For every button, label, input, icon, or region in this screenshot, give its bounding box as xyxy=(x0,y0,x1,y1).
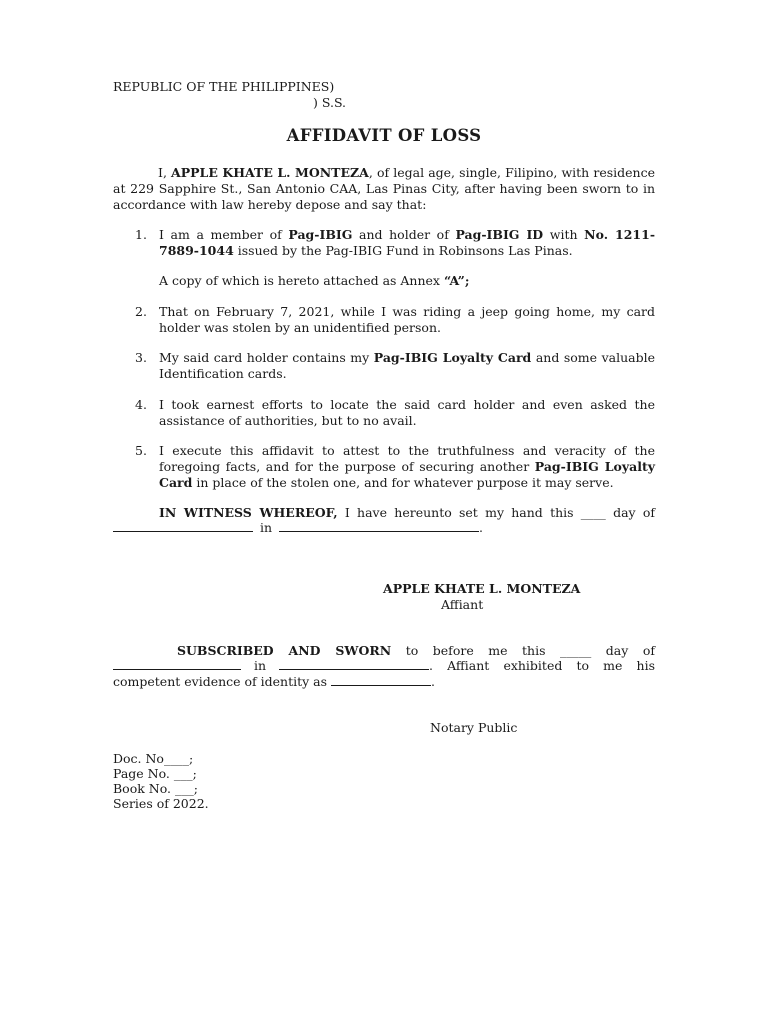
jurat-date-blank xyxy=(113,658,241,670)
witness-clause-line2: in . xyxy=(113,520,483,535)
jurat-clause: SUBSCRIBED AND SWORN to before me this _____ day of xyxy=(177,643,655,658)
list-item-5: 5. I execute this affidavit to attest to the truthfulness and veracity of the foregoing facts, and for the purpose of securing another Pag-IBIG Loyalty Card in place of the stolen one, and for whatever purpose it may serve. xyxy=(135,443,656,490)
jurat-line2: in . Affiant exhibited to me his xyxy=(113,658,655,673)
place-blank xyxy=(279,520,479,532)
affiant-label: Affiant xyxy=(441,597,484,612)
list-item-1: 1. I am a member of Pag-IBIG and holder of Pag-IBIG ID with No. 1211-7889-1044 issued by the Pag-IBIG Fund in Robinsons Las Pinas. xyxy=(135,227,656,258)
id-evidence-blank xyxy=(331,674,431,686)
document-title: AFFIDAVIT OF LOSS xyxy=(286,126,482,145)
series-year: Series of 2022. xyxy=(113,796,209,811)
witness-clause: IN WITNESS WHEREOF, I have hereunto set my hand this ____ day of xyxy=(159,505,655,520)
doc-number: Doc. No____; xyxy=(113,751,194,766)
date-blank xyxy=(113,520,253,532)
book-number: Book No. ___; xyxy=(113,781,198,796)
list-item-4: 4. I took earnest efforts to locate the said card holder and even asked the assistance of authorities, but to no avail. xyxy=(135,397,655,428)
intro-paragraph: I, APPLE KHATE L. MONTEZA, of legal age, single, Filipino, with residence at 229 Sapphire St., San Antonio CAA, Las Pinas City, after having been sworn to in accordance with law hereby depose and say that: xyxy=(113,165,655,212)
list-item-2: 2. That on February 7, 2021, while I was riding a jeep going home, my card holder was stolen by an unidentified person. xyxy=(135,304,655,335)
jurat-place-blank xyxy=(279,658,429,670)
affiant-name-inline: APPLE KHATE L. MONTEZA xyxy=(171,165,369,180)
affiant-signature-name: APPLE KHATE L. MONTEZA xyxy=(383,581,581,596)
ss-header: ) S.S. xyxy=(313,95,347,110)
page-number: Page No. ___; xyxy=(113,766,197,781)
jurat-line3: competent evidence of identity as . xyxy=(113,674,436,689)
annex-note: A copy of which is hereto attached as Annex “A”; xyxy=(159,273,470,288)
list-item-3: 3. My said card holder contains my Pag-IBIG Loyalty Card and some valuable Identification cards. xyxy=(135,350,655,381)
republic-header: REPUBLIC OF THE PHILIPPINES) xyxy=(113,79,335,94)
notary-public-label: Notary Public xyxy=(430,720,518,735)
